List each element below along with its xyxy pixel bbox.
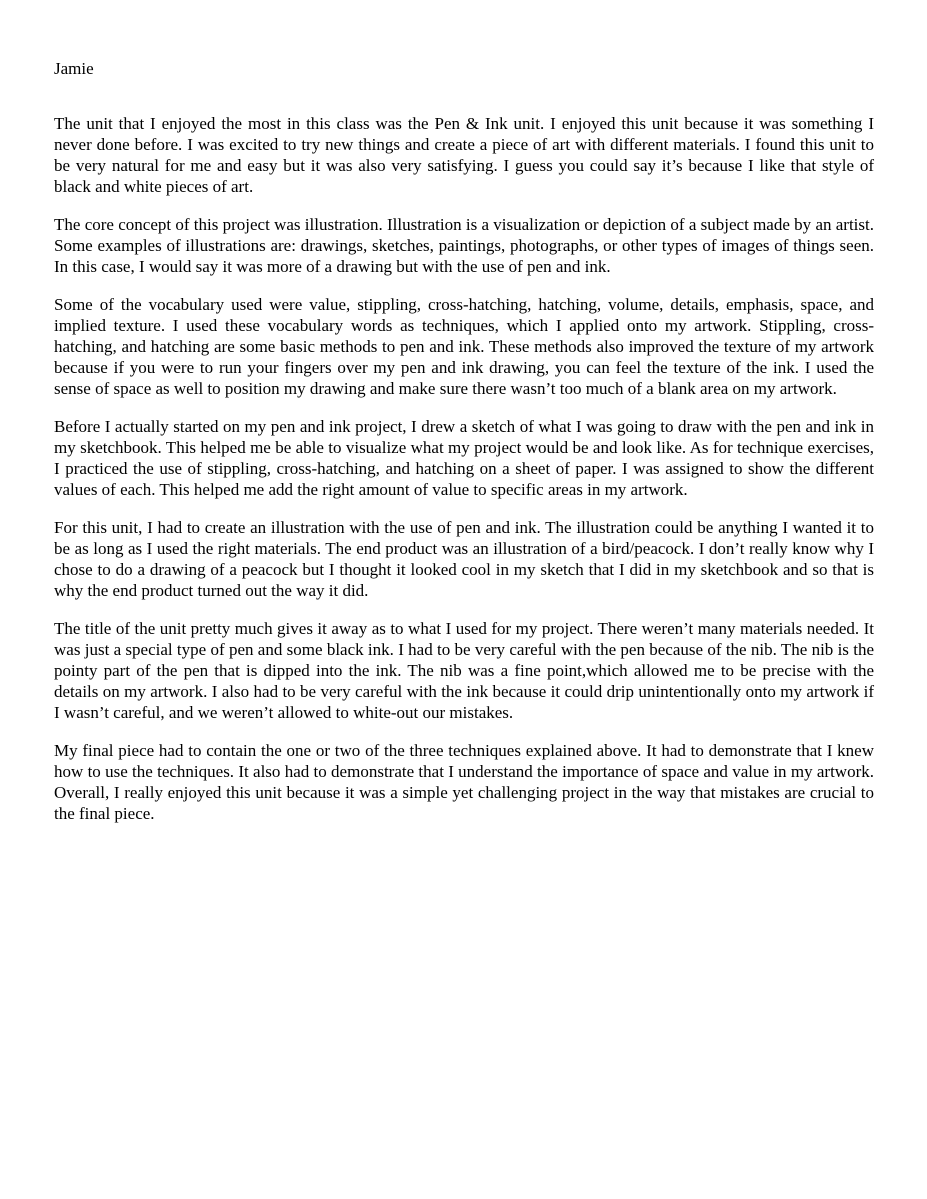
essay-paragraph-4: Before I actually started on my pen and ink project, I drew a sketch of what I was going to draw with the pen and ink in my sketchbook. This helped me be able to visualize what my project would be and look like. As for technique exercises, I practiced the use of stippling, cross-hatching, and hatching on a sheet of paper. I was assigned to show the different values of each. This helped me add the right amount of value to specific areas in my artwork. bbox=[54, 417, 874, 499]
essay-paragraph-2: The core concept of this project was illustration. Illustration is a visualization or depiction of a subject made by an artist. Some examples of illustrations are: drawings, sketches, paintings, photographs, or other types of images of things seen. In this case, I would say it was more of a drawing but with the use of pen and ink. bbox=[54, 215, 874, 276]
essay-paragraph-6: The title of the unit pretty much gives it away as to what I used for my project. There weren’t many materials needed. It was just a special type of pen and some black ink. I had to be very careful with the pen because of the nib. The nib is the pointy part of the pen that is dipped into the ink. The nib was a fine point,which allowed me to be precise with the details on my artwork. I also had to be very careful with the ink because it could drip unintentionally onto my artwork if I wasn’t careful, and we weren’t allowed to white-out our mistakes. bbox=[54, 619, 874, 722]
author-name: Jamie bbox=[54, 59, 94, 78]
essay-paragraph-3: Some of the vocabulary used were value, stippling, cross-hatching, hatching, volume, details, emphasis, space, and implied texture. I used these vocabulary words as techniques, which I applied onto my artwork. Stippling, cross-hatching, and hatching are some basic methods to pen and ink. These methods also improved the texture of my artwork because if you were to run your fingers over my pen and ink drawing, you can feel the texture of the ink. I used the sense of space as well to position my drawing and make sure there wasn’t too much of a blank area on my artwork. bbox=[54, 295, 874, 398]
essay-body bbox=[54, 113, 874, 824]
essay-paragraph-5: For this unit, I had to create an illustration with the use of pen and ink. The illustration could be anything I wanted it to be as long as I used the right materials. The end product was an illustration of a bird/peacock. I don’t really know why I chose to do a drawing of a peacock but I thought it looked cool in my sketch that I did in my sketchbook and so that is why the end product turned out the way it did. bbox=[54, 518, 874, 600]
essay-paragraph-1: The unit that I enjoyed the most in this class was the Pen & Ink unit. I enjoyed this unit because it was something I never done before. I was excited to try new things and create a piece of art with different materials. I found this unit to be very natural for me and easy but it was also very satisfying. I guess you could say it’s because I like that style of black and white pieces of art. bbox=[54, 114, 874, 196]
essay-paragraph-7: My final piece had to contain the one or two of the three techniques explained above. It had to demonstrate that I knew how to use the techniques. It also had to demonstrate that I understand the importance of space and value in my artwork. Overall, I really enjoyed this unit because it was a simple yet challenging project in the way that mistakes are crucial to the final piece. bbox=[54, 741, 874, 823]
